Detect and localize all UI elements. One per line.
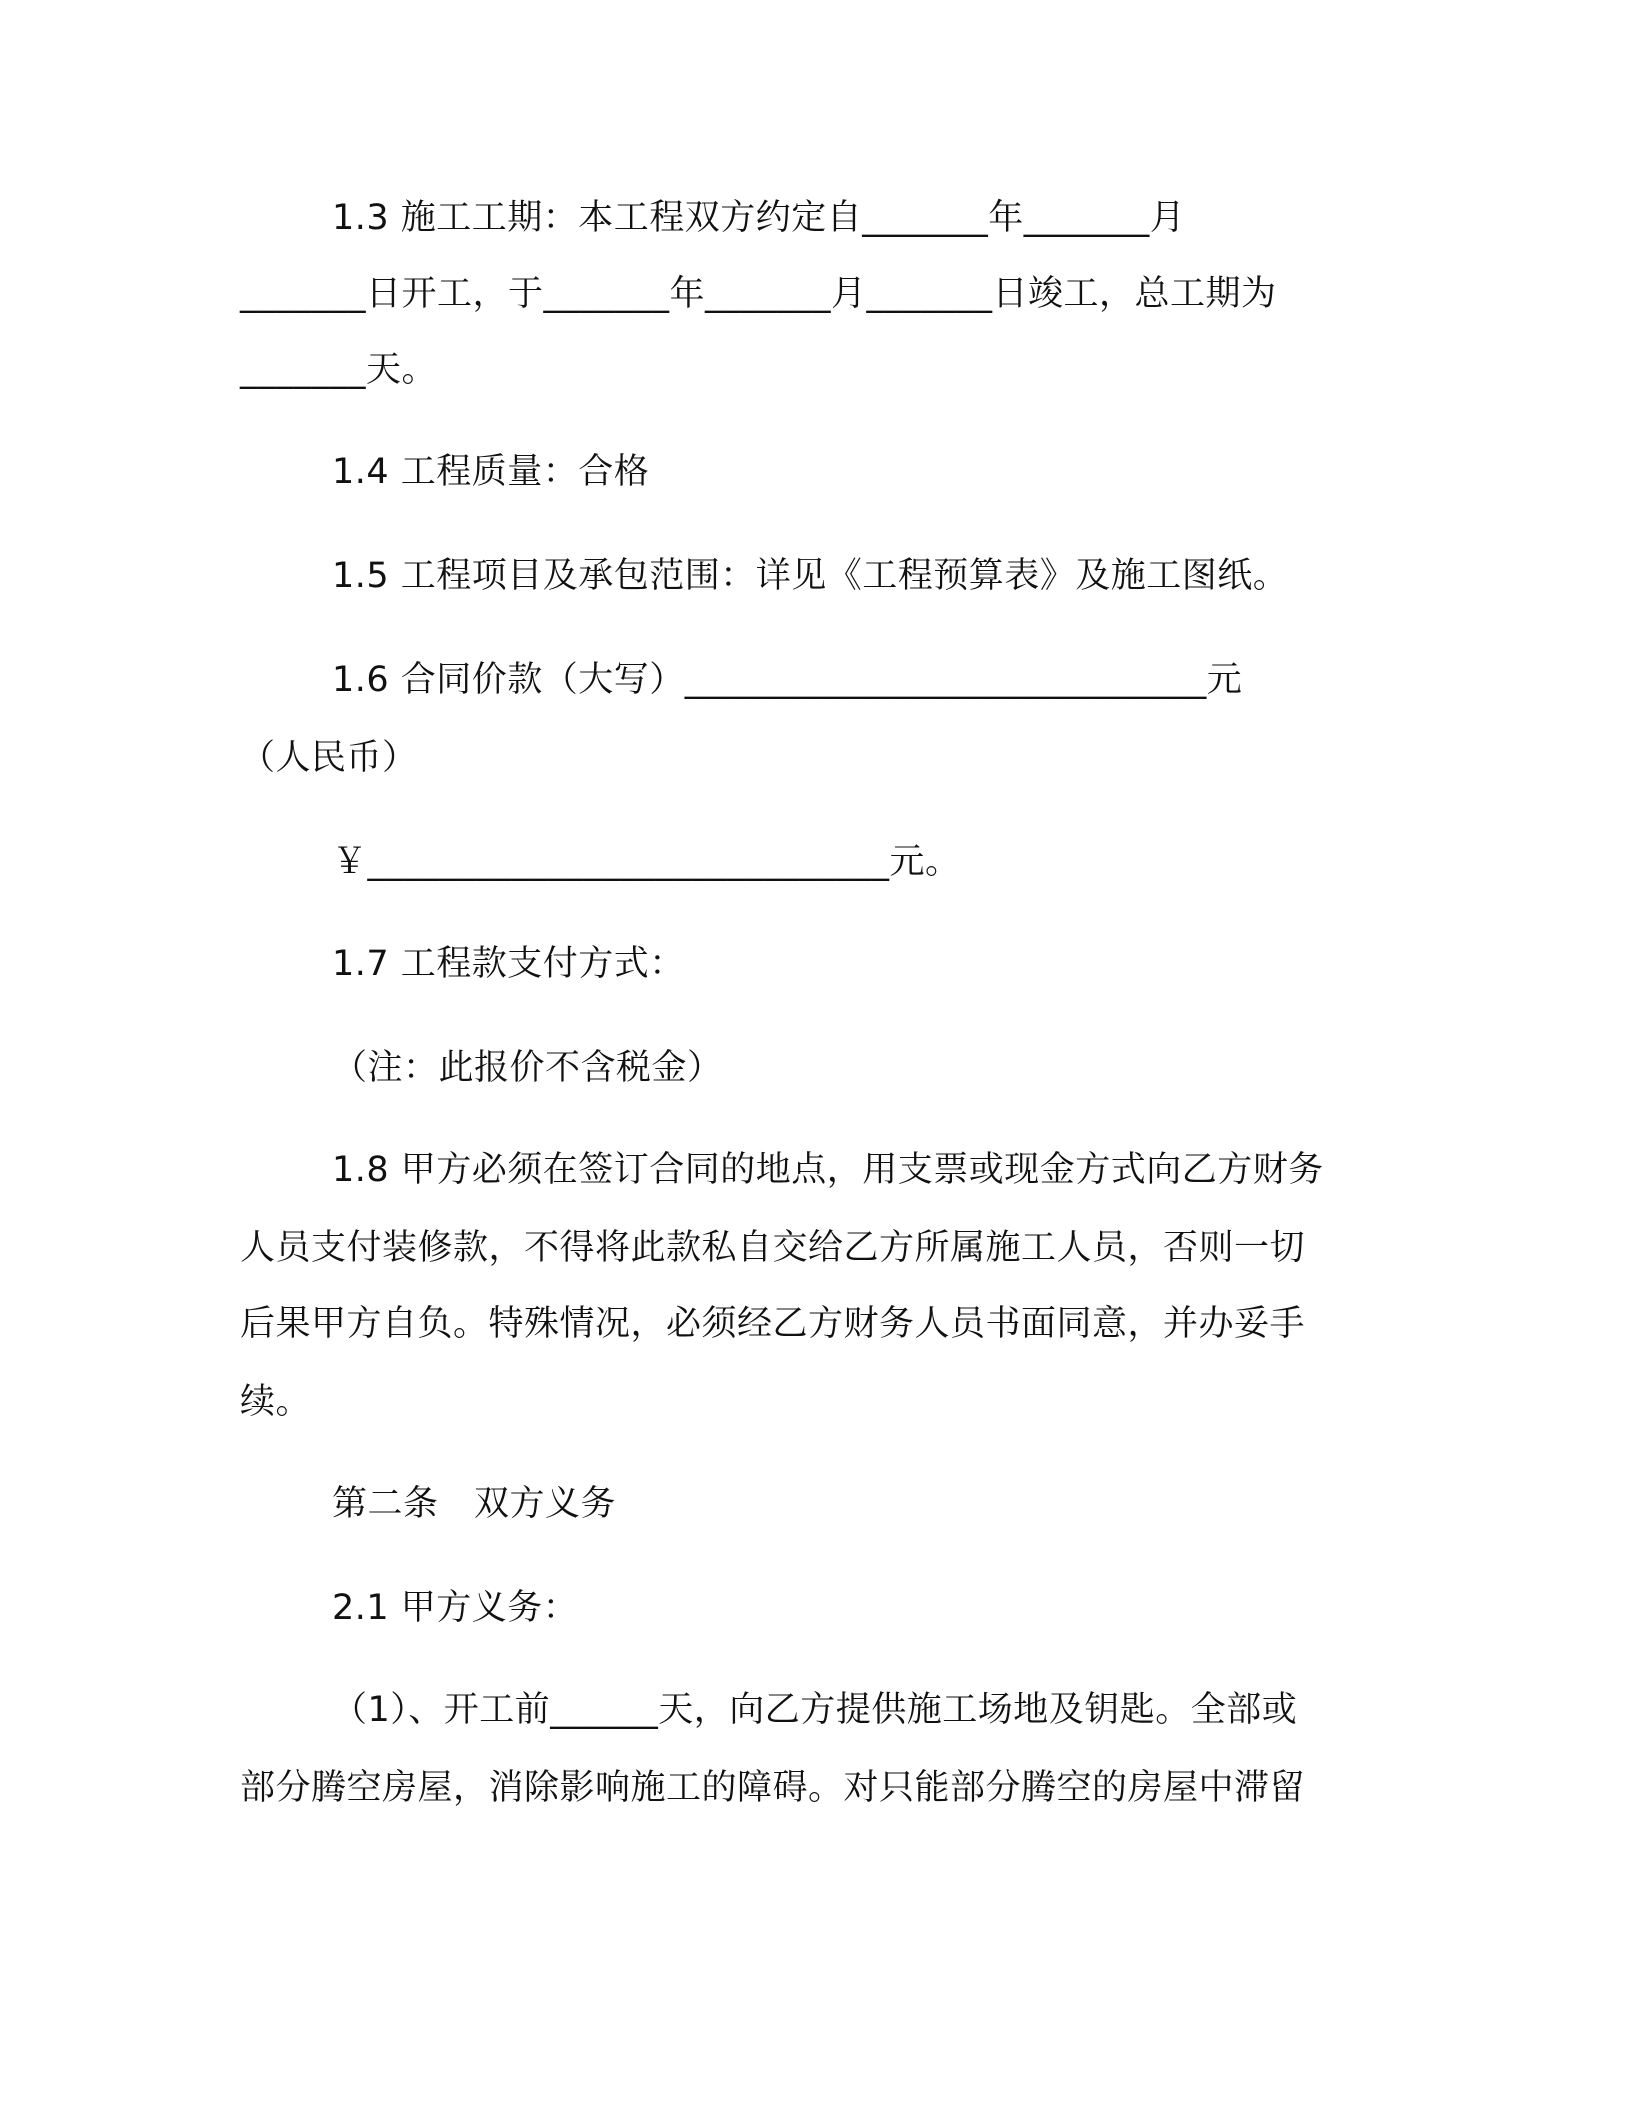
clause-1-8-line-2: 人员支付装修款，不得将此款私自交给乙方所属施工人员，否则一切 xyxy=(240,1228,1306,1268)
clause-1-8-line-4: 续。 xyxy=(240,1382,312,1422)
clause-1-7-note: （注：此报价不含税金） xyxy=(332,1048,723,1088)
clause-1-3-line-2: _______日开工，于_______年_______月_______日竣工，总工期为 xyxy=(240,274,1277,314)
clause-1-6-line-2: （人民币） xyxy=(240,738,418,778)
clause-1-4: 1.4 工程质量：合格 xyxy=(332,452,650,492)
clause-1-3-line-3: _______天。 xyxy=(240,350,438,390)
clause-1-5: 1.5 工程项目及承包范围：详见《工程预算表》及施工图纸。 xyxy=(332,556,1289,596)
clause-1-6-line-1: 1.6 合同价款（大写）_____________________________元 xyxy=(332,660,1243,700)
clause-1-8-line-1: 1.8 甲方必须在签订合同的地点，用支票或现金方式向乙方财务 xyxy=(332,1150,1324,1190)
clause-2-1-heading: 2.1 甲方义务： xyxy=(332,1588,579,1628)
clause-2-1-item-1-line-2: 部分腾空房屋，消除影响施工的障碍。对只能部分腾空的房屋中滞留 xyxy=(240,1768,1306,1808)
clause-2-1-item-1-line-1: （1）、开工前______天，向乙方提供施工场地及钥匙。全部或 xyxy=(332,1690,1298,1730)
clause-1-6-line-3: ￥_____________________________元。 xyxy=(332,842,961,882)
clause-1-8-line-3: 后果甲方自负。特殊情况，必须经乙方财务人员书面同意，并办妥手 xyxy=(240,1304,1306,1344)
article-2-heading: 第二条 双方义务 xyxy=(332,1484,617,1524)
clause-1-3-line-1: 1.3 施工工期：本工程双方约定自_______年_______月 xyxy=(332,198,1186,238)
clause-1-7: 1.7 工程款支付方式： xyxy=(332,944,685,984)
